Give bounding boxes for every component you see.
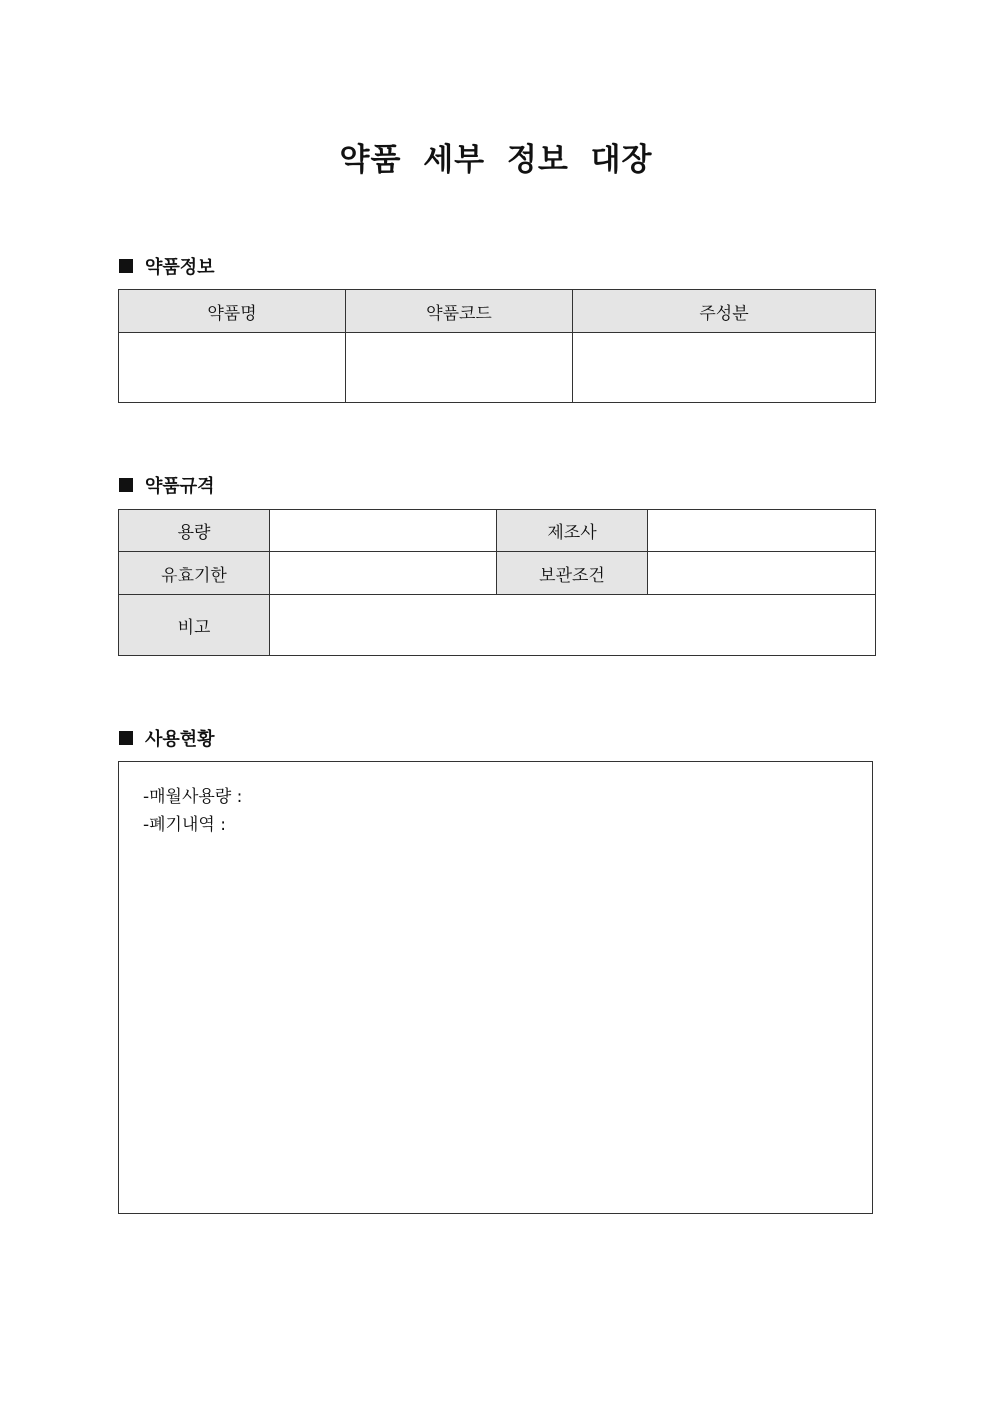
label-capacity: 용량 <box>119 510 270 552</box>
label-storage: 보관조건 <box>497 552 648 595</box>
label-manufacturer: 제조사 <box>497 510 648 552</box>
label-remarks: 비고 <box>119 595 270 656</box>
monthly-usage-line: -매월사용량 : <box>143 787 243 807</box>
page-title: 약품 세부 정보 대장 <box>339 142 653 178</box>
cell-drug-code[interactable] <box>346 333 573 403</box>
column-header-drug-name: 약품명 <box>119 290 346 333</box>
section-heading-label: 사용현황 <box>145 729 215 750</box>
drug-info-table <box>118 289 876 403</box>
drug-spec-table <box>118 509 876 656</box>
label-expiry: 유효기한 <box>119 552 270 595</box>
cell-remarks[interactable] <box>270 595 876 656</box>
cell-manufacturer[interactable] <box>648 510 876 552</box>
section-heading-drug-spec <box>119 472 215 498</box>
cell-drug-name[interactable] <box>119 333 346 403</box>
section-heading-label: 약품정보 <box>145 257 215 278</box>
square-bullet-icon <box>119 259 133 273</box>
section-heading-label: 약품규격 <box>145 476 215 497</box>
column-header-drug-code: 약품코드 <box>346 290 573 333</box>
square-bullet-icon <box>119 478 133 492</box>
cell-main-ingredient[interactable] <box>573 333 876 403</box>
section-heading-drug-info <box>119 253 215 279</box>
section-heading-usage-status <box>119 725 215 751</box>
column-header-main-ingredient: 주성분 <box>573 290 876 333</box>
cell-capacity[interactable] <box>270 510 497 552</box>
cell-expiry[interactable] <box>270 552 497 595</box>
usage-status-box[interactable] <box>118 761 873 1214</box>
square-bullet-icon <box>119 731 133 745</box>
disposal-history-line: -폐기내역 : <box>143 815 226 835</box>
cell-storage[interactable] <box>648 552 876 595</box>
